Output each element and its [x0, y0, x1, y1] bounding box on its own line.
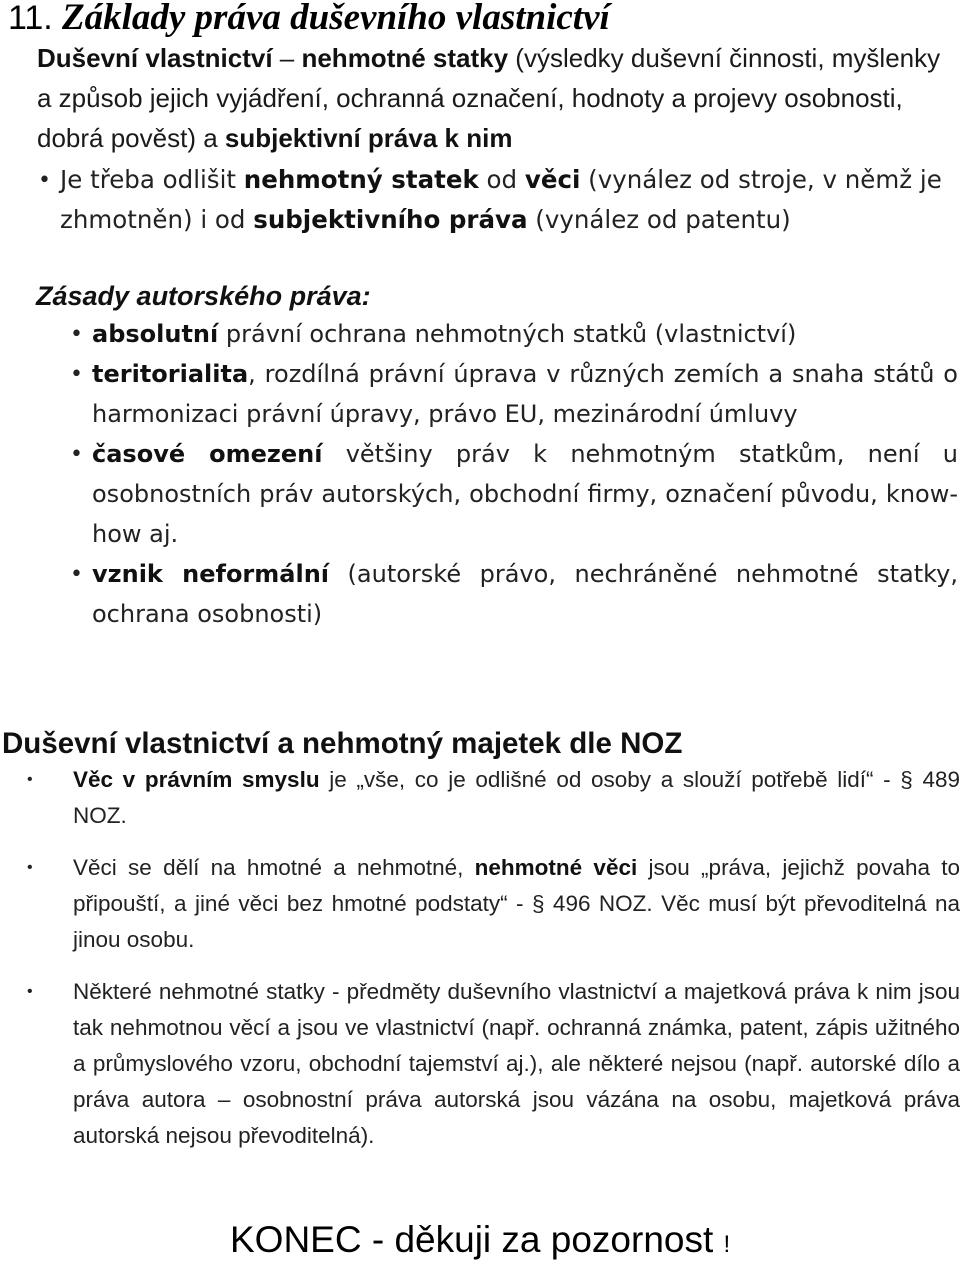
intro-definition: nehmotné statky: [301, 43, 509, 73]
text-run: právní ochrana nehmotných statků (vlastnictví): [218, 320, 797, 348]
intro-dash: –: [272, 43, 302, 73]
principles-list: [92, 314, 958, 634]
noz-heading: Duševní vlastnictví a nehmotný majetek dle NOZ: [2, 727, 683, 760]
intro-rights: subjektivní práva k nim: [224, 123, 513, 153]
text-run: je „vše, co je odlišné od osoby a slouží potřebě lidí“ - § 489 NOZ.: [73, 767, 960, 828]
list-item: [92, 554, 958, 634]
text-run: od: [478, 165, 525, 194]
text-run: (autorské právo, nechráněné nehmotné statky, ochrana osobnosti): [92, 560, 958, 628]
text-run: většiny práv k nehmotným statkům, není u osobnostních práv autorských, obchodní firmy, označení původu, know-how aj.: [92, 440, 958, 548]
bold-run: věci: [524, 165, 581, 194]
section-number: 11.: [8, 0, 53, 37]
list-item: [73, 850, 960, 958]
intro-explanation: (výsledky duševní činnosti, myšlenky a způsob jejich vyjádření, ochranná označení, hodnoty a projevy osobnosti, dobrá pověst) a: [37, 43, 941, 153]
bold-run: teritorialita: [92, 360, 249, 388]
bold-run: subjektivního práva: [253, 205, 528, 234]
bold-run: absolutní: [92, 320, 219, 348]
list-item: [73, 974, 960, 1154]
text-run: Některé nehmotné statky - předměty duševního vlastnictví a majetková práva k nim jsou tak nehmotnou věcí a jsou ve vlastnictví (např. ochranná známka, patent, zápis užitného a průmyslového vzoru, obchodní tajemství aj.), ale některé nejsou (např. autorské dílo a práva autora – osobnostní práva autorská jsou vázána na osobu, majetková práva autorská nejsou převoditelná).: [73, 979, 960, 1148]
text-run: Věci se dělí na hmotné a nehmotné,: [73, 855, 475, 880]
bold-run: nehmotný statek: [243, 165, 479, 194]
bold-run: vznik neformální: [92, 560, 330, 588]
text-run: (vynález od stroje, v němž je zhmotněn) i od: [60, 165, 942, 234]
noz-list: [73, 762, 960, 1154]
bold-run: Věc v právním smyslu: [73, 767, 320, 792]
closing-text: KONEC - děkuji za pozornost: [230, 1219, 724, 1260]
closing-mark: !: [723, 1231, 731, 1258]
text-run: Je třeba odlišit: [60, 165, 244, 194]
closing-line: [230, 1218, 730, 1267]
document-title: [8, 0, 610, 38]
list-item: [92, 434, 958, 554]
intro-paragraph: [37, 38, 957, 158]
list-item: [92, 354, 958, 434]
intro-bullet-list: [60, 160, 960, 240]
text-run: , rozdílná právní úprava v různých zemích a snaha států o harmonizaci právní úpravy, právo EU, mezinárodní úmluvy: [92, 360, 958, 428]
bold-run: nehmotné věci: [474, 855, 638, 880]
list-item: [92, 314, 958, 354]
list-item: [73, 762, 960, 834]
text-run: (vynález od patentu): [527, 205, 791, 234]
text-run: jsou „práva, jejichž povaha to připouští, a jiné věci bez hmotné podstaty“ - § 496 NOZ. Věc musí být převoditelná na jinou osobu.: [73, 855, 960, 952]
bold-run: časové omezení: [92, 440, 323, 468]
intro-term: Duševní vlastnictví: [37, 43, 273, 73]
section-title: Základy práva duševního vlastnictví: [62, 0, 610, 38]
list-item: [60, 160, 960, 240]
principles-heading: Zásady autorského práva:: [36, 281, 371, 311]
